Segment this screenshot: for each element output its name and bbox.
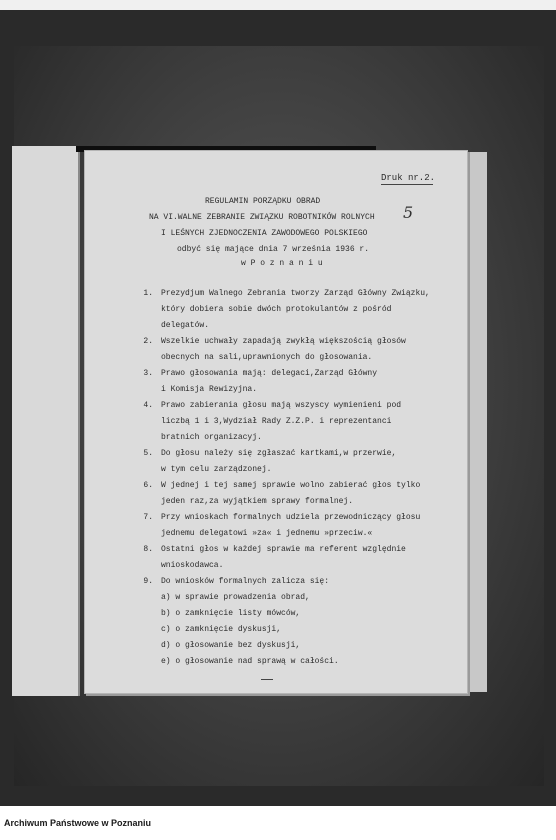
underlying-sheet — [12, 146, 80, 696]
item-line: Do wniosków formalnych zalicza się: — [161, 577, 330, 586]
item-number: 1. — [143, 289, 153, 298]
item-number: 9. — [143, 577, 153, 586]
item-line: liczbą 1 i 3,Wydział Rady Z.Z.P. i reprezentanci — [161, 417, 392, 426]
item-line: wnioskodawca. — [161, 561, 224, 570]
item-line: jeden raz,za wyjątkiem sprawy formalnej. — [161, 497, 354, 506]
item-number: 4. — [143, 401, 153, 410]
item-line: Ostatni głos w każdej sprawie ma referent względnie — [161, 545, 406, 554]
item-line: który dobiera sobie dwóch protokulantów z pośród — [161, 305, 392, 314]
end-dash — [261, 679, 273, 680]
title-line-1: REGULAMIN PORZĄDKU OBRAD — [205, 197, 321, 206]
druk-underline — [381, 184, 433, 185]
item-line: obecnych na sali,uprawnionych do głosowania. — [161, 353, 373, 362]
top-border-strip — [0, 0, 556, 10]
archive-label: Archiwum Państwowe w Poznaniu — [4, 818, 152, 828]
item-line: a) w sprawie prowadzenia obrad, — [161, 593, 310, 602]
item-line: e) o głosowanie nad sprawą w całości. — [161, 657, 339, 666]
item-number: 6. — [143, 481, 153, 490]
druk-number: Druk nr.2. — [381, 173, 436, 183]
item-line: b) o zamknięcie listy mówców, — [161, 609, 301, 618]
item-number: 8. — [143, 545, 153, 554]
item-line: d) o głosowanie bez dyskusji, — [161, 641, 301, 650]
item-number: 7. — [143, 513, 153, 522]
item-line: c) o zamknięcie dyskusji, — [161, 625, 282, 634]
item-line: W jednej i tej samej sprawie wolno zabierać głos tylko — [161, 481, 421, 490]
item-number: 2. — [143, 337, 153, 346]
item-line: i Komisja Rewizyjna. — [161, 385, 258, 394]
item-number: 3. — [143, 369, 153, 378]
item-line: Do głosu należy się zgłaszać kartkami,w przerwie, — [161, 449, 397, 458]
title-line-2: NA VI.WALNE ZEBRANIE ZWIĄZKU ROBOTNIKÓW ROLNYCH — [149, 213, 375, 222]
item-line: Prawo zabierania głosu mają wszyscy wymienieni pod — [161, 401, 402, 410]
item-line: Prezydjum Walnego Zebrania tworzy Zarząd Główny Związku, — [161, 289, 430, 298]
item-line: Wszelkie uchwały zapadają zwykłą większością głosów — [161, 337, 406, 346]
item-number: 5. — [143, 449, 153, 458]
page-shadow — [466, 152, 487, 692]
item-line: bratnich organizacyj. — [161, 433, 262, 442]
item-line: w tym celu zarządzonej. — [161, 465, 272, 474]
item-line: Przy wnioskach formalnych udziela przewodniczący głosu — [161, 513, 421, 522]
document-page — [84, 150, 468, 694]
item-line: Prawo głosowania mają: delegaci,Zarząd Główny — [161, 369, 378, 378]
title-line-4: odbyć się mające dnia 7 września 1936 r. — [177, 245, 370, 254]
title-line-5: w P o z n a n i u — [241, 259, 323, 268]
item-line: delegatów. — [161, 321, 210, 330]
handwritten-number: 5 — [403, 203, 414, 222]
item-line: jednemu delegatowi »za« i jednemu »przeciw.« — [161, 529, 373, 538]
title-line-3: I LEŚNYCH ZJEDNOCZENIA ZAWODOWEGO POLSKIEGO — [161, 229, 368, 238]
